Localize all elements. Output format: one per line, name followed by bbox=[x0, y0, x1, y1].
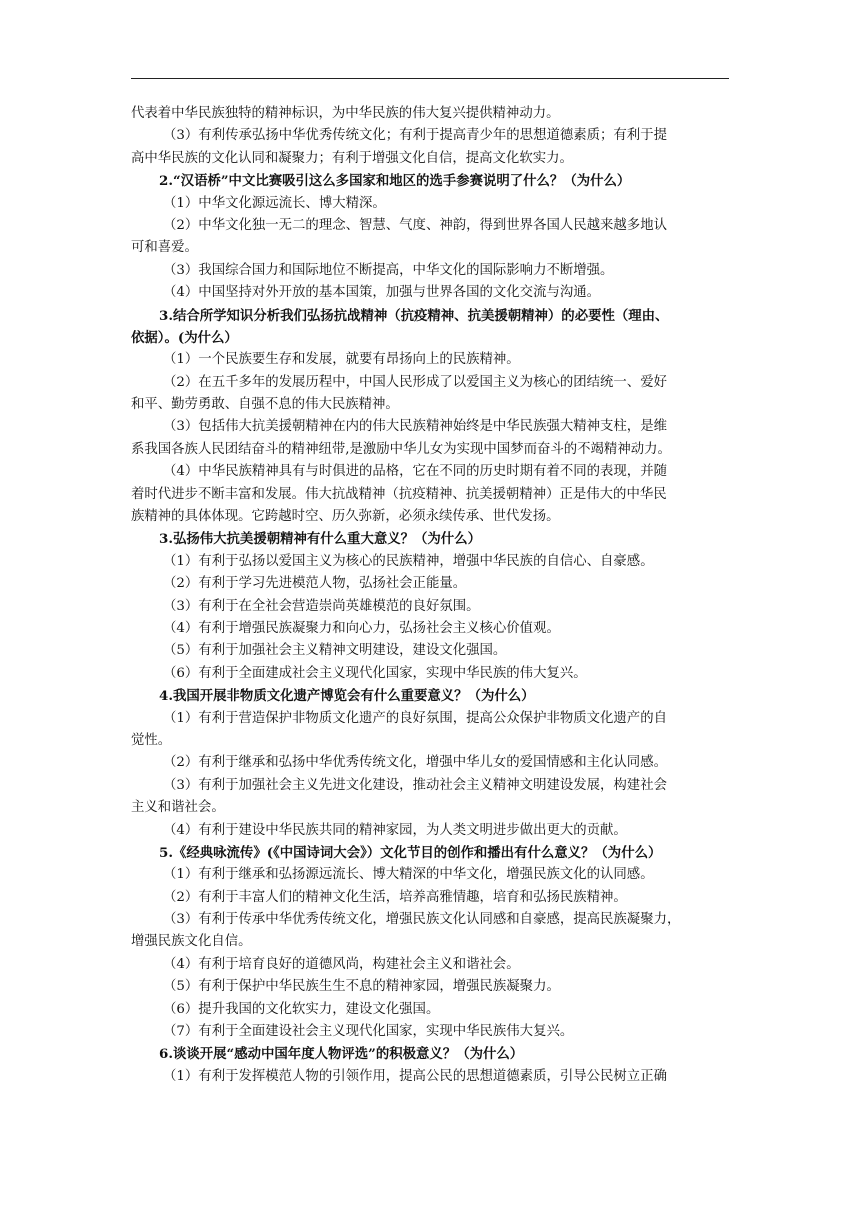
text-line: （1）有利于弘扬以爱国主义为核心的民族精神，增强中华民族的自信心、自豪感。 bbox=[163, 553, 654, 569]
text-line: 可和喜爱。 bbox=[131, 240, 198, 256]
question-heading: 2.“汉语桥”中文比赛吸引这么多国家和地区的选手参赛说明了什么？（为什么） bbox=[159, 173, 631, 190]
text-line: （6）有利于全面建成社会主义现代化国家，实现中华民族的伟大复兴。 bbox=[163, 665, 587, 681]
text-line: （4）有利于增强民族凝聚力和向心力，弘扬社会主义核心价值观。 bbox=[163, 620, 560, 636]
text-line: （2）有利于丰富人们的精神文化生活，培养高雅情趣，培育和弘扬民族精神。 bbox=[163, 889, 627, 905]
text-line: （1）中华文化源远流长、博大精深。 bbox=[163, 195, 386, 211]
text-line: （5）有利于加强社会主义精神文明建设，建设文化强国。 bbox=[163, 643, 507, 659]
text-line: （4）有利于培育良好的道德风尚，构建社会主义和谐社会。 bbox=[163, 956, 520, 972]
text-line: （3）有利于传承中华优秀传统文化，增强民族文化认同感和自豪感，提高民族凝聚力， bbox=[163, 912, 681, 928]
text-line: （1）一个民族要生存和发展，就要有昂扬向上的民族精神。 bbox=[163, 352, 520, 368]
text-line: （7）有利于全面建设社会主义现代化国家，实现中华民族伟大复兴。 bbox=[163, 1024, 574, 1040]
question-heading: 3.结合所学知识分析我们弘扬抗战精神（抗疫精神、抗美援朝精神）的必要性（理由、 bbox=[159, 307, 669, 324]
text-line: （2）有利于继承和弘扬中华优秀传统文化，增强中华儿女的爱国情感和主化认同感。 bbox=[163, 755, 667, 771]
text-line: （4）中华民族精神具有与时俱进的品格，它在不同的历史时期有着不同的表现，并随 bbox=[163, 464, 667, 480]
text-line: 代表着中华民族独特的精神标识，为中华民族的伟大复兴提供精神动力。 bbox=[131, 106, 560, 121]
text-line: （1）有利于营造保护非物质文化遗产的良好氛围，提高公众保护非物质文化遗产的自 bbox=[163, 710, 667, 726]
text-line: （2）有利于学习先进模范人物，弘扬社会正能量。 bbox=[163, 576, 467, 592]
text-line: （1）有利于继承和弘扬源远流长、博大精深的中华文化，增强民族文化的认同感。 bbox=[163, 867, 654, 883]
header-rule bbox=[131, 78, 729, 79]
question-heading-cont: 依据）。(为什么） bbox=[131, 329, 238, 346]
text-line: （5）有利于保护中华民族生生不息的精神家园，增强民族凝聚力。 bbox=[163, 979, 560, 995]
text-line: （3）包括伟大抗美援朝精神在内的伟大民族精神始终是中华民族强大精神支柱，是维 bbox=[163, 419, 667, 435]
document-body bbox=[131, 103, 731, 1088]
text-line: （3）有利于在全社会营造崇尚英雄模范的良好氛围。 bbox=[163, 598, 480, 614]
text-line: （3）有利于加强社会主义先进文化建设，推动社会主义精神文明建设发展，构建社会 bbox=[163, 777, 667, 793]
question-heading: 4.我国开展非物质文化遗产博览会有什么重要意义？（为什么） bbox=[159, 688, 535, 705]
text-line: （6）提升我国的文化软实力，建设文化强国。 bbox=[163, 1001, 440, 1017]
text-line: 觉性。 bbox=[131, 732, 172, 748]
text-line: 和平、勤劳勇敢、自强不息的伟大民族精神。 bbox=[131, 397, 399, 413]
text-line: 增强民族文化自信。 bbox=[131, 934, 252, 950]
text-line: （4）有利于建设中华民族共同的精神家园，为人类文明进步做出更大的贡献。 bbox=[163, 822, 627, 838]
text-line: 着时代进步不断丰富和发展。伟大抗战精神（抗疫精神、抗美援朝精神）正是伟大的中华民 bbox=[131, 486, 667, 502]
text-line: 族精神的具体体现。它跨越时空、历久弥新，必须永续传承、世代发扬。 bbox=[131, 509, 560, 525]
question-heading: 3.弘扬伟大抗美援朝精神有什么重大意义？（为什么） bbox=[159, 531, 481, 548]
text-line: 系我国各族人民团结奋斗的精神纽带,是激励中华儿女为实现中国梦而奋斗的不竭精神动力。 bbox=[131, 441, 671, 457]
question-heading: 6.谈谈开展“感动中国年度人物评选”的积极意义？（为什么） bbox=[159, 1046, 524, 1063]
text-line: （2）中华文化独一无二的理念、智慧、气度、神韵，得到世界各国人民越来越多地认 bbox=[163, 217, 667, 233]
text-line: 高中华民族的文化认同和凝聚力；有利于增强文化自信，提高文化软实力。 bbox=[131, 150, 573, 166]
question-heading: 5.《经典咏流传》(《中国诗词大会》）文化节目的创作和播出有什么意义？（为什么） bbox=[159, 844, 662, 861]
text-line: （1）有利于发挥模范人物的引领作用，提高公民的思想道德素质，引导公民树立正确 bbox=[163, 1068, 667, 1084]
text-line: （4）中国坚持对外开放的基本国策，加强与世界各国的文化交流与沟通。 bbox=[163, 285, 601, 301]
text-line: （3）我国综合国力和国际地位不断提高，中华文化的国际影响力不断增强。 bbox=[163, 262, 614, 278]
text-line: （3）有利传承弘扬中华优秀传统文化；有利于提高青少年的思想道德素质；有利于提 bbox=[163, 128, 667, 144]
text-line: 主义和谐社会。 bbox=[131, 800, 225, 816]
text-line: （2）在五千多年的发展历程中，中国人民形成了以爱国主义为核心的团结统一、爱好 bbox=[163, 374, 667, 390]
